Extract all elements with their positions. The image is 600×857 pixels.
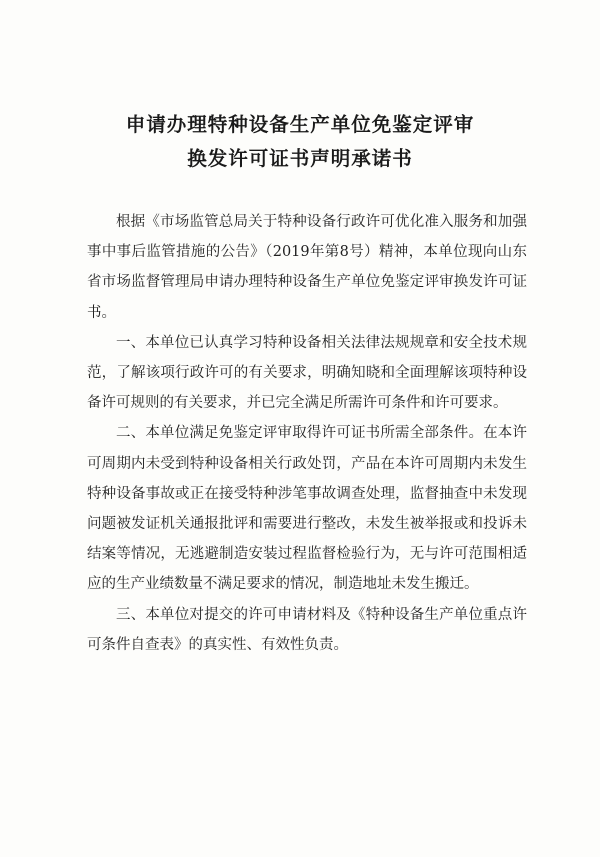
paragraph-2: 二、本单位满足免鉴定评审取得许可证书所需全部条件。在本许可周期内未受到特种设备相关行政处罚，产品在本许可周期内未发生特种设备事故或正在接受特种涉笔事故调查处理，监督抽查中未发现问题被发证机关通报批评和需要进行整改，未发生被举报或和投诉未结案等情况，无逃避制造安装过程监督检验行为，无与许可范围相适应的生产业绩数量不满足要求的情况，制造地址未发生搬迁。 [87,425,527,593]
paragraph-1: 一、本单位已认真学习特种设备相关法律法规规章和安全技术规范，了解该项行政许可的有关要求，明确知晓和全面理解该项特种设备许可规则的有关要求，并已完全满足所需许可条件和许可要求。 [87,334,527,412]
title-line-1: 申请办理特种设备生产单位免鉴定评审 [125,113,475,136]
paragraph-3: 三、本单位对提交的许可申请材料及《特种设备生产单位重点许可条件自查表》的真实性、有效性负责。 [87,606,527,653]
document-body [87,207,527,660]
paragraph-intro: 根据《市场监管总局关于特种设备行政许可优化准入服务和加强事中事后监管措施的公告》（2019年第8号）精神，本单位现向山东省市场监督管理局申请办理特种设备生产单位免鉴定评审换发许可证书。 [87,214,527,321]
title-line-2: 换发许可证书声明承诺书 [187,147,413,170]
document-title [0,108,600,176]
